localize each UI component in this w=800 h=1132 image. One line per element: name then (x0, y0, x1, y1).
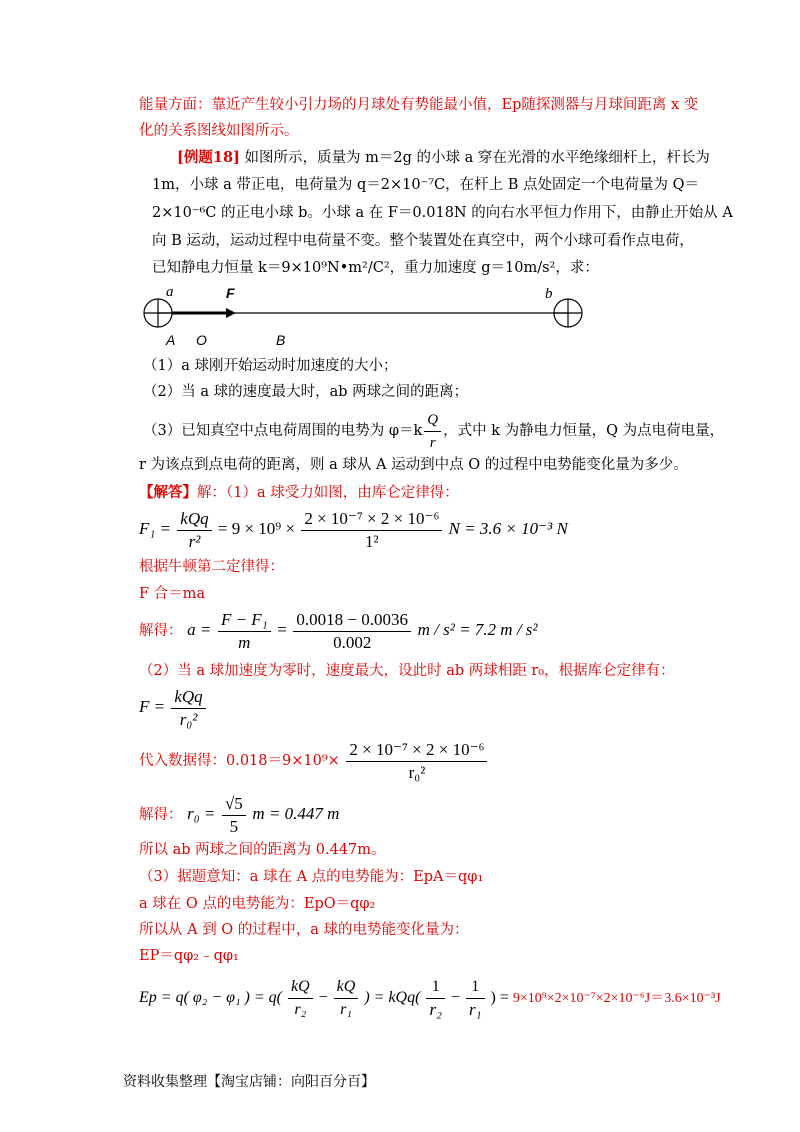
ep-lhs: Ep = q( φ₂ − φ₁ ) = q( (139, 989, 282, 1006)
question-3 (143, 408, 724, 454)
potential-num: Q (424, 409, 441, 432)
potential-den: r (429, 434, 436, 451)
f1-num-1: kQq (177, 508, 211, 531)
answer-step-10: a 球在 O 点的电势能为：EpO＝qφ₂ (139, 896, 376, 912)
ep-frac-4 (466, 976, 485, 1021)
f1-mid: = 9 × 10⁹ × (217, 519, 296, 538)
question-1: （1）a 球刚开始运动时加速度的大小； (143, 358, 398, 374)
r0-lhs: r₀ = (187, 804, 216, 823)
formula-Ep (139, 973, 721, 1024)
answer-step-8: 所以 ab 两球之间的距离为 0.447m。 (139, 842, 386, 858)
question-3-b: ，式中 k 为静电力恒量，Q 为点电荷电量， (443, 423, 725, 439)
answer-step-12: EP＝qφ₂﹣qφ₁ (139, 948, 239, 964)
page-footer: 资料收集整理【淘宝店铺：向阳百分百】 (123, 1074, 375, 1090)
ball-b (554, 299, 582, 327)
answer-step-5: （2）当 a 球加速度为零时，速度最大，设此时 ab 两球相距 r₀，根据库仑定律有： (139, 663, 675, 679)
s6-den: r₀² (408, 762, 426, 782)
answer-step-2: 根据牛顿第二定律得： (139, 559, 284, 575)
rod-figure (140, 283, 590, 351)
substitution-line (139, 737, 489, 785)
question-3-cont: r 为该点到点电荷的距离，则 a 球从 A 运动到中点 O 的过程中电势能变化量为多少。 (139, 457, 688, 473)
formula-F1 (139, 505, 568, 553)
ep-mid: ) = kQq( (364, 989, 421, 1006)
a-eq: = (277, 620, 287, 639)
label-B: B (276, 332, 286, 348)
ball-a (144, 299, 172, 327)
example-tag: [例题18] (177, 149, 240, 166)
answer-line-1 (139, 483, 459, 503)
ep-num-1: kQ (288, 976, 313, 999)
intro-line-2: 化的关系图线如图所示。 (139, 123, 299, 139)
ep-frac-2 (334, 976, 359, 1021)
f1-den-2: 1² (365, 531, 379, 551)
force-arrow (172, 308, 236, 318)
a-lhs: a = (187, 620, 212, 639)
label-A: A (166, 332, 176, 348)
label-F: F (226, 285, 235, 301)
r0-rhs: m = 0.447 m (252, 804, 340, 823)
question-3-a: （3）已知真空中点电荷周围的电势为 φ＝k (143, 423, 423, 439)
ep-num-4: 1 (466, 976, 485, 999)
example-line-1 (177, 148, 710, 168)
label-O: O (196, 332, 207, 348)
r0-den: 5 (229, 816, 239, 836)
a-frac-2 (293, 609, 411, 654)
answer-step-11: 所以从 A 到 O 的过程中，a 球的电势能变化量为： (139, 922, 469, 938)
ep-den-3: r₂ (429, 999, 442, 1019)
example-line-2: 1m，小球 a 带正电，电荷量为 q＝2×10⁻⁷C，在杆上 B 点处固定一个电荷量为 Q＝ (152, 177, 699, 193)
s6-frac (346, 739, 487, 784)
s6-num: 2 × 10⁻⁷ × 2 × 10⁻⁶ (346, 739, 487, 762)
ep-result: 9×10⁹×2×10⁻⁷×2×10⁻⁶J＝3.6×10⁻³J (512, 991, 721, 1006)
answer-step-3: F 合＝ma (139, 586, 206, 602)
a-den-1: m (238, 632, 251, 652)
answer-step-1: 解：（1）a 球受力如图，由库仑定律得： (197, 485, 459, 501)
example-line-4: 向 B 运动，运动过程中电荷量不变。整个装置处在真空中，两个小球可看作点电荷， (152, 233, 694, 249)
f2-lhs: F = (139, 697, 166, 716)
f1-frac-2 (301, 508, 442, 553)
question-2: （2）当 a 球的速度最大时，ab 两球之间的距离； (143, 384, 469, 400)
f2-frac (171, 686, 205, 731)
answer-step-4: 解得： (139, 623, 183, 639)
ep-den-4: r₁ (469, 999, 482, 1019)
ep-minus-2: − (450, 989, 460, 1006)
ep-close: ) = (490, 989, 509, 1006)
ep-minus-1: − (318, 989, 328, 1006)
f1-num-2: 2 × 10⁻⁷ × 2 × 10⁻⁶ (301, 508, 442, 531)
ep-num-3: 1 (426, 976, 445, 999)
ep-frac-1 (288, 976, 313, 1021)
formula-F (139, 683, 208, 731)
answer-step-6: 代入数据得：0.018＝9×10⁹× (139, 753, 340, 769)
a-frac-1 (218, 609, 271, 654)
example-line-3: 2×10⁻⁶C 的正电小球 b。小球 a 在 F＝0.018N 的向右水平恒力作用下，由静止开始从 A (152, 205, 733, 221)
f1-lhs: F₁ = (139, 519, 172, 538)
example-text-1: 如图所示，质量为 m＝2g 的小球 a 穿在光滑的水平绝缘细杆上，杆长为 (239, 150, 710, 166)
a-num-1: F − F₁ (218, 609, 271, 632)
ep-num-2: kQ (334, 976, 359, 999)
label-b: b (545, 286, 553, 302)
intro-line-1: 能量方面：靠近产生较小引力场的月球处有势能最小值，Ep随探测器与月球间距离 x 变 (139, 97, 699, 113)
ep-den-2: r₁ (340, 1000, 352, 1018)
formula-r0 (139, 790, 339, 839)
f1-rhs: N = 3.6 × 10⁻³ N (448, 519, 568, 538)
f2-num: kQq (171, 686, 205, 709)
answer-step-9: （3）据题意知：a 球在 A 点的电势能为：EpA＝qφ₁ (139, 869, 484, 885)
a-num-2: 0.0018 − 0.0036 (293, 609, 411, 632)
a-den-2: 0.002 (333, 632, 372, 652)
formula-a (139, 606, 538, 655)
answer-step-7: 解得： (139, 807, 183, 823)
r0-frac (222, 793, 246, 838)
ep-den-1: r₂ (294, 1000, 307, 1018)
ep-frac-3 (426, 976, 445, 1021)
f1-den-1: r² (188, 531, 201, 551)
r0-num: √5 (222, 793, 246, 816)
f1-frac-1 (177, 508, 211, 553)
f2-den: r₀² (179, 709, 198, 729)
potential-fraction (424, 409, 441, 454)
answer-tag: 【解答】 (139, 484, 197, 501)
example-line-5: 已知静电力恒量 k＝9×10⁹N•m²/C²，重力加速度 g＝10m/s²，求： (152, 260, 599, 276)
a-rhs: m / s² = 7.2 m / s² (417, 620, 538, 639)
label-a: a (166, 284, 174, 300)
